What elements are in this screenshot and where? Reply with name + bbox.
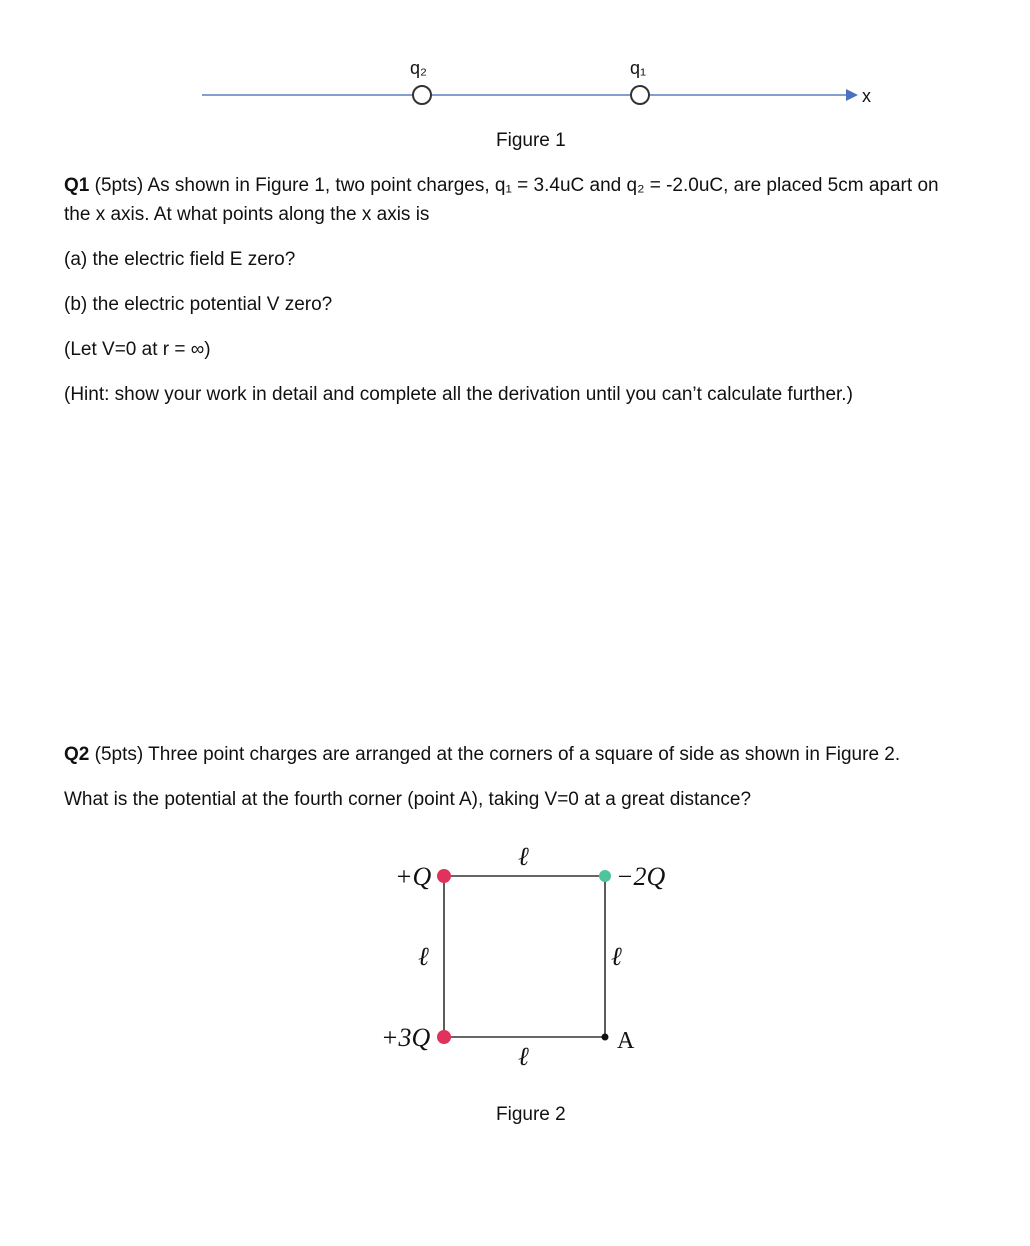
q2-tag: Q2 (64, 744, 90, 765)
charge-minus-2q-label: −2Q (616, 862, 666, 891)
q1-tag: Q1 (64, 175, 90, 196)
q1-hint: (Hint: show your work in detail and complete all the derivation until you can’t calculate further.) (64, 384, 853, 405)
figure-1-diagram (0, 0, 1030, 130)
point-a-label: A (617, 1028, 635, 1054)
q1-label: q₁ (630, 58, 647, 78)
charge-plus-q-dot (437, 869, 451, 883)
side-label-right: ℓ (611, 942, 622, 971)
figure-2-diagram (0, 830, 1030, 1090)
q1-part-b: (b) the electric potential V zero? (64, 294, 333, 315)
side-label-bottom: ℓ (518, 1042, 529, 1071)
figure-2-caption: Figure 2 (496, 1104, 566, 1125)
charge-plus-3q-dot (437, 1030, 451, 1044)
q1-note: (Let V=0 at r = ∞) (64, 339, 211, 360)
side-label-left: ℓ (418, 942, 429, 971)
q2-label: q₂ (410, 58, 427, 78)
charge-q1-marker (631, 86, 649, 104)
q1-text-line-1: As shown in Figure 1, two point charges, q₁ = 3.4uC and q₂ = -2.0uC, are placed 5cm apart on (147, 175, 939, 196)
charge-plus-3q-label: +3Q (381, 1023, 431, 1052)
x-axis-label: x (862, 86, 871, 106)
charge-minus-2q-dot (599, 870, 611, 882)
charge-plus-q-label: +Q (395, 862, 432, 891)
charge-q2-marker (413, 86, 431, 104)
q1-part-a: (a) the electric field E zero? (64, 249, 296, 270)
q2-text-line-2: What is the potential at the fourth corner (point A), taking V=0 at a great distance? (64, 789, 752, 810)
q2-points: (5pts) (94, 744, 144, 765)
q2-line-1 (64, 743, 900, 767)
x-axis-arrowhead (846, 89, 858, 101)
side-label-top: ℓ (518, 842, 529, 871)
figure-1-caption: Figure 1 (496, 130, 566, 151)
q2-text-line-1: Three point charges are arranged at the corners of a square of side as shown in Figure 2. (148, 744, 901, 765)
q1-text-line-2: the x axis. At what points along the x axis is (64, 204, 430, 225)
q1-line-1 (64, 174, 939, 198)
point-a-dot (602, 1034, 609, 1041)
q1-points: (5pts) (94, 175, 144, 196)
